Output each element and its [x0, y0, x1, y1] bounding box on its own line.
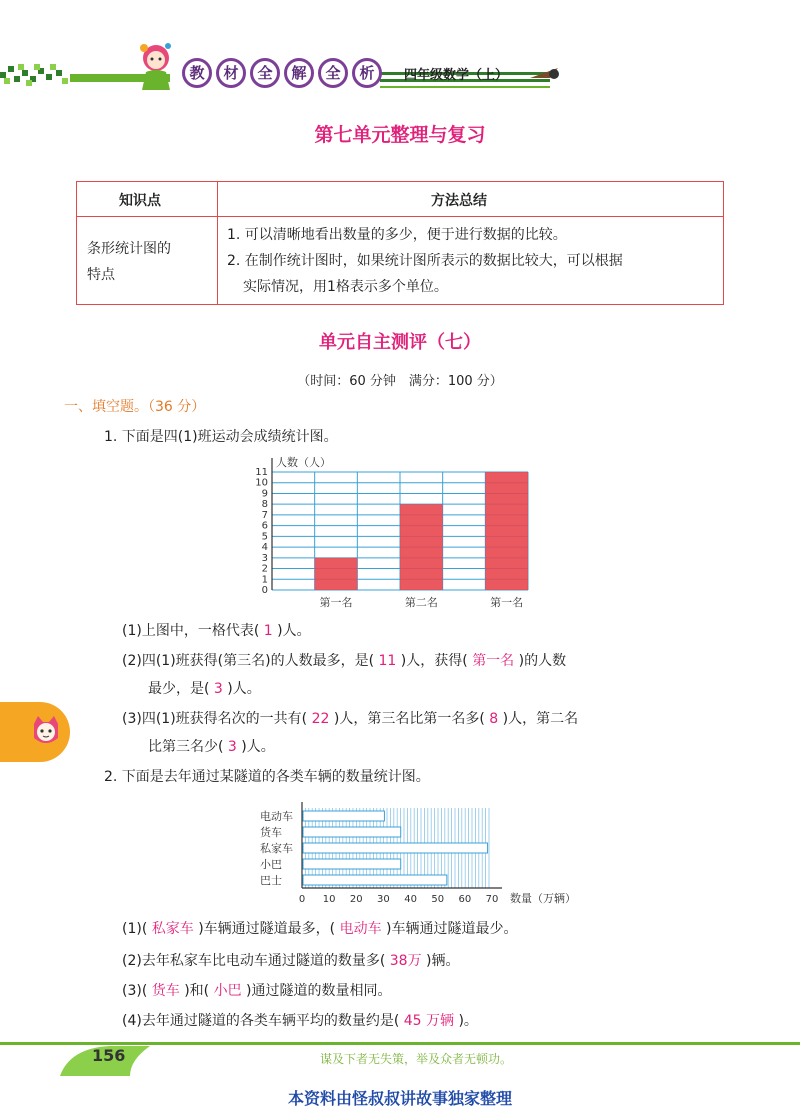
topic-line2: 特点: [87, 267, 115, 283]
q1-part3-answer1: 22: [311, 711, 330, 727]
y-tick-label: 私家车: [260, 842, 293, 855]
q2-part1-answer2: 电动车: [339, 921, 382, 937]
q1-part2-answer3: 3: [213, 681, 223, 697]
q1-part2-answer1: 11: [378, 653, 397, 669]
q2-part3-mid: )和(: [184, 983, 210, 999]
header-band: [0, 62, 800, 92]
q2-part3-answer2: 小巴: [213, 983, 242, 999]
x-tick-label: 30: [377, 894, 390, 905]
series-char-2: 材: [216, 58, 246, 88]
bar: [303, 843, 488, 853]
q1-part1: [122, 620, 311, 640]
q1-part3-line2-post: )人。: [241, 739, 275, 755]
table-divider-horizontal: [77, 216, 723, 217]
method-2-line1: 2. 在制作统计图时，如果统计图所表示的数据比较大，可以根据: [227, 253, 623, 269]
y-tick-label: 4: [261, 542, 268, 554]
q2-part3: [122, 980, 392, 1000]
y-tick-label: 小巴: [260, 858, 282, 871]
q2-prompt: 2. 下面是去年通过某隧道的各类车辆的数量统计图。: [104, 769, 430, 785]
q1-part3-answer2: 8: [489, 711, 499, 727]
method-1: 1. 可以清晰地看出数量的多少，便于进行数据的比较。: [227, 227, 567, 243]
bar: [303, 811, 384, 821]
test-info: （时间：60 分钟 满分：100 分）: [297, 374, 503, 389]
y-tick-label: 6: [261, 520, 268, 532]
q1-part3-pre: (3)四(1)班获得名次的一共有(: [122, 711, 308, 727]
q1-part3-line2: [148, 736, 275, 756]
q2-part2: [122, 950, 460, 970]
table-divider-vertical: [217, 182, 218, 304]
q2-part1-answer1: 私家车: [151, 921, 194, 937]
x-tick-label: 20: [349, 894, 363, 905]
series-char-3: 全: [250, 58, 280, 88]
y-axis-label: 人数（人）: [276, 456, 331, 469]
x-axis-label: 数量（万辆）: [510, 892, 576, 905]
series-char-4: 解: [284, 58, 314, 88]
method-2-line2: 实际情况，用1格表示多个单位。: [243, 279, 448, 295]
footer-motto: 谋及下者无失策，举及众者无顿功。: [320, 1052, 513, 1066]
y-tick-label: 0: [261, 585, 268, 596]
q2-part2-pre: (2)去年私家车比电动车通过隧道的数量多(: [122, 953, 386, 969]
q1-part3-post: )人，第二名: [502, 711, 579, 727]
q1-part3: [122, 708, 578, 728]
x-tick-label: 0: [298, 894, 306, 905]
q1-part2-pre: (2)四(1)班获得(第三名)的人数最多，是(: [122, 653, 375, 669]
topic-line1: 条形统计图的: [87, 241, 171, 257]
bar: [485, 472, 528, 590]
q2-part3-post: )通过隧道的数量相同。: [246, 983, 392, 999]
q1-part3-answer3: 3: [227, 739, 237, 755]
x-tick-label: 70: [485, 894, 499, 905]
q1-part2-line2-post: )人。: [227, 681, 261, 697]
y-tick-label: 7: [261, 509, 268, 521]
chapter-title: 第七单元整理与复习: [314, 124, 486, 146]
q1-part2-post: )的人数: [518, 653, 567, 669]
q1-part3-mid: )人，第三名比第一名多(: [333, 711, 485, 727]
series-char-1: 教: [182, 58, 212, 88]
q1-part2: [122, 650, 566, 670]
y-tick-label: 10: [255, 477, 268, 489]
fairy-girl-icon: [132, 40, 180, 98]
table-header-topic: 知识点: [119, 193, 161, 209]
q2-part2-post: )辆。: [426, 953, 460, 969]
y-tick-label: 5: [261, 531, 268, 543]
y-tick-label: 3: [261, 552, 268, 564]
x-tick-label: 10: [322, 894, 336, 905]
y-tick-label: 2: [261, 563, 268, 575]
x-tick-label: 60: [458, 894, 472, 905]
summary-table: [76, 181, 724, 305]
y-tick-label: 9: [261, 488, 268, 500]
y-tick-label: 1: [261, 574, 268, 586]
table-header-method: 方法总结: [431, 193, 487, 209]
x-tick-label: 40: [404, 894, 417, 905]
x-tick-label: 第一名: [319, 596, 353, 609]
x-tick-label: 50: [431, 894, 445, 905]
q2-part4-pre: (4)去年通过隧道的各类车辆平均的数量约是(: [122, 1013, 400, 1029]
series-char-5: 全: [318, 58, 348, 88]
q2-part1-post: )车辆通过隧道最少。: [386, 921, 518, 937]
x-tick-label: 第二名: [404, 596, 438, 609]
y-tick-label: 货车: [260, 826, 282, 839]
q1-part1-answer: 1: [263, 623, 273, 639]
x-tick-label: 第一名: [490, 596, 524, 609]
q2-part4-post: )。: [458, 1013, 478, 1029]
bar: [400, 504, 443, 590]
section1-heading: 一、填空题。（36 分）: [64, 399, 206, 415]
q1-part1-pre: (1)上图中，一格代表(: [122, 623, 260, 639]
q1-part2-line2-pre: 最少，是(: [148, 681, 210, 697]
bar: [303, 827, 401, 837]
footer-credit: 本资料由怪叔叔讲故事独家整理: [287, 1089, 512, 1108]
q2-part4-answer: 45 万辆: [403, 1013, 455, 1029]
q1-part2-mid: )人，获得(: [400, 653, 468, 669]
y-tick-label: 电动车: [260, 810, 293, 823]
y-tick-label: 巴士: [260, 874, 282, 887]
y-tick-label: 11: [255, 467, 268, 478]
q1-prompt: 1. 下面是四(1)班运动会成绩统计图。: [104, 429, 338, 445]
quill-icon: [528, 64, 562, 84]
bar: [315, 558, 358, 590]
q2-part4: [122, 1010, 478, 1030]
q2-part1: [122, 918, 518, 938]
q2-part2-answer: 38万: [389, 953, 422, 969]
cat-face-icon: [30, 714, 62, 748]
test-title: 单元自主测评（七）: [319, 332, 481, 353]
q2-part1-pre: (1)(: [122, 921, 148, 937]
q1-part1-post: )人。: [277, 623, 311, 639]
q1-part3-line2-pre: 比第三名少(: [148, 739, 224, 755]
series-char-6: 析: [352, 58, 382, 88]
q1-part2-line2: [148, 678, 261, 698]
q1-part2-answer2: 第一名: [472, 653, 515, 669]
bar: [303, 859, 401, 869]
chart-race-results: [250, 452, 540, 612]
q2-part3-answer1: 货车: [151, 983, 180, 999]
y-tick-label: 8: [261, 499, 268, 511]
header-subtitle: 四年级数学（上）: [404, 68, 509, 83]
q2-part1-mid: )车辆通过隧道最多，(: [198, 921, 336, 937]
bar: [303, 875, 447, 885]
page-number: 156: [92, 1046, 126, 1065]
chart-tunnel-vehicles: [256, 800, 596, 910]
q2-part3-pre: (3)(: [122, 983, 148, 999]
